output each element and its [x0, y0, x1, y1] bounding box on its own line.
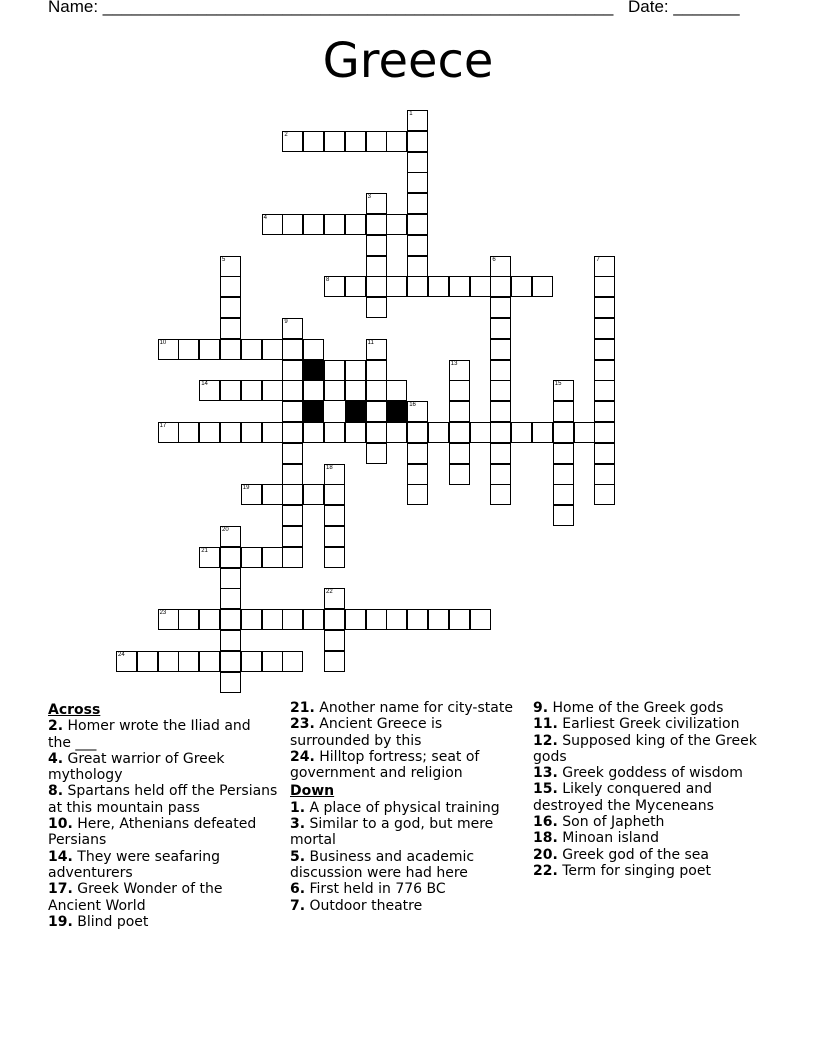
- grid-cell[interactable]: [449, 609, 470, 630]
- clue-text: Another name for city-state: [314, 700, 513, 716]
- grid-cell[interactable]: [324, 526, 345, 547]
- grid-cell[interactable]: [303, 422, 324, 443]
- grid-cell[interactable]: [490, 380, 511, 401]
- grid-cell[interactable]: [220, 318, 241, 339]
- clue-text: Term for singing poet: [557, 862, 711, 879]
- clue-number: 9.: [533, 700, 549, 716]
- grid-cell[interactable]: [345, 380, 366, 401]
- clue-number: 10.: [48, 816, 73, 833]
- clue-text: First held in 776 BC: [305, 881, 446, 898]
- clue-item: [48, 816, 278, 849]
- grid-cell[interactable]: [324, 630, 345, 651]
- grid-cell[interactable]: [220, 672, 241, 693]
- grid-cell[interactable]: [407, 214, 428, 235]
- grid-cell[interactable]: [345, 276, 366, 297]
- grid-cell[interactable]: [282, 526, 303, 547]
- grid-cell[interactable]: [386, 422, 407, 443]
- grid-cell[interactable]: [407, 464, 428, 485]
- clue-text: Supposed king of the Greek gods: [533, 732, 757, 765]
- clue-text: Blind poet: [72, 913, 149, 930]
- clue-number-label: 12: [305, 360, 312, 367]
- grid-cell[interactable]: [324, 609, 345, 630]
- clue-number: 2.: [48, 718, 64, 735]
- grid-cell[interactable]: [324, 505, 345, 526]
- clue-text: They were seafaring adventurers: [48, 848, 221, 881]
- grid-cell[interactable]: [428, 422, 449, 443]
- grid-cell[interactable]: [220, 297, 241, 318]
- grid-cell[interactable]: [324, 360, 345, 381]
- grid-cell[interactable]: [241, 422, 262, 443]
- clue-item: [533, 733, 773, 766]
- clue-number-label: 24: [118, 651, 125, 658]
- grid-cell[interactable]: [282, 401, 303, 422]
- clues-column-2: [290, 700, 525, 914]
- clue-number: 16.: [533, 814, 558, 831]
- clue-number-label: 13: [450, 360, 458, 367]
- clue-number-label: 14: [201, 381, 208, 388]
- across-heading: Across: [48, 702, 101, 718]
- grid-cell[interactable]: [366, 256, 387, 277]
- grid-cell[interactable]: [386, 131, 407, 152]
- grid-cell[interactable]: [407, 443, 428, 464]
- grid-cell[interactable]: [303, 380, 324, 401]
- grid-cell[interactable]: [594, 464, 615, 485]
- clue-number-label: 4: [263, 215, 267, 221]
- clue-text: Greek Wonder of the Ancient World: [48, 881, 223, 914]
- grid-cell[interactable]: [220, 568, 241, 589]
- grid-cell[interactable]: [178, 422, 199, 443]
- grid-cell[interactable]: [345, 214, 366, 235]
- clue-number: 22.: [533, 862, 558, 879]
- grid-cell[interactable]: [366, 609, 387, 630]
- grid-cell[interactable]: [449, 422, 470, 443]
- clue-text: Outdoor theatre: [305, 897, 423, 914]
- grid-cell[interactable]: [345, 609, 366, 630]
- grid-cell[interactable]: [303, 131, 324, 152]
- grid-cell[interactable]: [303, 609, 324, 630]
- clue-number-label: 9: [284, 319, 288, 325]
- grid-cell[interactable]: [449, 380, 470, 401]
- grid-cell[interactable]: [262, 651, 283, 672]
- grid-cell[interactable]: [199, 422, 220, 443]
- grid-cell[interactable]: [407, 401, 428, 422]
- clue-item: [48, 849, 278, 882]
- clue-number-label: 11: [367, 339, 374, 346]
- clue-number-label: 20: [222, 527, 229, 533]
- grid-cell[interactable]: [282, 651, 303, 672]
- clue-number-label: 18: [326, 464, 333, 471]
- clue-item: [290, 898, 525, 914]
- grid-cell[interactable]: [470, 609, 491, 630]
- grid-cell[interactable]: [366, 214, 387, 235]
- clue-number: 18.: [533, 830, 558, 847]
- grid-cell[interactable]: [407, 256, 428, 277]
- grid-cell[interactable]: [345, 131, 366, 152]
- clue-number-label: 5: [222, 256, 226, 263]
- grid-block: [345, 401, 366, 422]
- grid-cell[interactable]: [137, 651, 158, 672]
- clue-text: A place of physical training: [305, 799, 500, 816]
- clue-item: [48, 783, 278, 816]
- clue-number-label: 2: [284, 131, 288, 138]
- clue-number-label: 19: [242, 485, 250, 492]
- grid-cell[interactable]: [158, 422, 179, 443]
- clue-text: Homer wrote the Iliad and the ___: [48, 718, 251, 751]
- grid-cell[interactable]: [366, 297, 387, 318]
- grid-cell[interactable]: [490, 360, 511, 381]
- grid-cell[interactable]: [324, 547, 345, 568]
- grid-cell[interactable]: [282, 360, 303, 381]
- grid-cell[interactable]: [241, 484, 262, 505]
- grid-cell[interactable]: [366, 235, 387, 256]
- clue-number: 20.: [533, 846, 558, 863]
- clue-number-label: 7: [596, 256, 600, 263]
- clue-item: [48, 751, 278, 784]
- clue-item: [290, 800, 525, 816]
- grid-block: [386, 401, 407, 422]
- grid-cell[interactable]: [324, 651, 345, 672]
- clue-item: [290, 816, 525, 849]
- clue-text: Greek goddess of wisdom: [557, 765, 743, 782]
- clue-text: Here, Athenians defeated Persians: [48, 816, 257, 849]
- clues-column-3: [533, 700, 773, 879]
- grid-cell[interactable]: [303, 484, 324, 505]
- grid-cell[interactable]: [407, 110, 428, 131]
- grid-cell[interactable]: [158, 651, 179, 672]
- grid-cell[interactable]: [553, 484, 574, 505]
- grid-cell[interactable]: [303, 339, 324, 360]
- grid-cell[interactable]: [178, 339, 199, 360]
- grid-cell[interactable]: [490, 297, 511, 318]
- grid-cell[interactable]: [407, 609, 428, 630]
- grid-cell[interactable]: [386, 380, 407, 401]
- grid-cell[interactable]: [490, 318, 511, 339]
- grid-cell[interactable]: [324, 422, 345, 443]
- clue-text: Earliest Greek civilization: [557, 716, 740, 733]
- grid-cell[interactable]: [220, 547, 241, 568]
- grid-cell[interactable]: [241, 547, 262, 568]
- grid-block: [303, 401, 324, 422]
- clue-number-label: 3: [367, 194, 371, 201]
- grid-cell[interactable]: [116, 651, 137, 672]
- clue-number: 5.: [290, 848, 306, 865]
- clue-text: Ancient Greece is surrounded by this: [290, 716, 443, 749]
- grid-cell[interactable]: [220, 339, 241, 360]
- grid-cell[interactable]: [262, 214, 283, 235]
- grid-cell[interactable]: [324, 131, 345, 152]
- grid-cell[interactable]: [553, 464, 574, 485]
- clue-item: [48, 914, 278, 930]
- grid-cell[interactable]: [594, 297, 615, 318]
- clue-text: Son of Japheth: [557, 814, 665, 831]
- clue-text: Minoan island: [557, 830, 659, 847]
- clue-number-label: 23: [159, 610, 167, 617]
- grid-cell[interactable]: [449, 443, 470, 464]
- clue-item: [290, 716, 525, 749]
- grid-cell[interactable]: [594, 380, 615, 401]
- grid-cell[interactable]: [282, 609, 303, 630]
- grid-cell[interactable]: [594, 276, 615, 297]
- grid-cell[interactable]: [449, 276, 470, 297]
- grid-cell[interactable]: [407, 152, 428, 173]
- grid-cell[interactable]: [407, 484, 428, 505]
- grid-cell[interactable]: [241, 609, 262, 630]
- grid-cell[interactable]: [366, 443, 387, 464]
- grid-cell[interactable]: [511, 422, 532, 443]
- grid-cell[interactable]: [490, 276, 511, 297]
- clue-text: Greek god of the sea: [557, 846, 709, 863]
- grid-cell[interactable]: [470, 422, 491, 443]
- clue-item: [533, 765, 773, 781]
- grid-cell[interactable]: [366, 276, 387, 297]
- grid-cell[interactable]: [553, 422, 574, 443]
- down-heading: Down: [290, 783, 335, 800]
- grid-cell[interactable]: [470, 276, 491, 297]
- grid-cell[interactable]: [262, 422, 283, 443]
- grid-cell[interactable]: [594, 318, 615, 339]
- grid-cell[interactable]: [511, 276, 532, 297]
- grid-cell[interactable]: [282, 214, 303, 235]
- grid-cell[interactable]: [199, 339, 220, 360]
- grid-cell[interactable]: [220, 422, 241, 443]
- grid-cell[interactable]: [199, 609, 220, 630]
- grid-cell[interactable]: [158, 609, 179, 630]
- clue-text: Great warrior of Greek mythology: [48, 750, 225, 784]
- grid-cell[interactable]: [262, 547, 283, 568]
- grid-cell[interactable]: [490, 256, 511, 277]
- grid-cell[interactable]: [282, 547, 303, 568]
- grid-cell[interactable]: [490, 443, 511, 464]
- grid-cell[interactable]: [282, 339, 303, 360]
- grid-cell[interactable]: [282, 318, 303, 339]
- grid-cell[interactable]: [366, 360, 387, 381]
- grid-cell[interactable]: [282, 464, 303, 485]
- grid-cell[interactable]: [178, 651, 199, 672]
- grid-cell[interactable]: [449, 464, 470, 485]
- clue-number: 11.: [533, 716, 558, 733]
- grid-cell[interactable]: [366, 380, 387, 401]
- grid-cell[interactable]: [594, 443, 615, 464]
- grid-cell[interactable]: [407, 276, 428, 297]
- grid-cell[interactable]: [594, 339, 615, 360]
- clue-number-label: 21: [201, 547, 208, 554]
- name-line[interactable]: Name: ______________________________________________________: [48, 0, 614, 16]
- grid-cell[interactable]: [282, 484, 303, 505]
- clue-number: 21.: [290, 700, 315, 716]
- clue-number: 8.: [48, 783, 64, 800]
- grid-cell[interactable]: [490, 464, 511, 485]
- grid-cell[interactable]: [594, 360, 615, 381]
- clue-item: [533, 847, 773, 863]
- clue-text: Hilltop fortress; seat of government and religion: [290, 748, 480, 782]
- grid-cell[interactable]: [220, 380, 241, 401]
- grid-cell[interactable]: [282, 422, 303, 443]
- clue-item: [290, 749, 525, 782]
- grid-cell[interactable]: [158, 339, 179, 360]
- grid-cell[interactable]: [324, 484, 345, 505]
- clue-item: [533, 830, 773, 846]
- clue-number: 24.: [290, 748, 315, 765]
- clue-number: 19.: [48, 913, 73, 930]
- grid-cell[interactable]: [324, 588, 345, 609]
- clue-text: Similar to a god, but mere mortal: [290, 816, 494, 849]
- grid-cell[interactable]: [407, 172, 428, 193]
- clue-number: 6.: [290, 881, 306, 898]
- grid-cell[interactable]: [345, 360, 366, 381]
- clue-number: 7.: [290, 897, 306, 914]
- clue-text: Spartans held off the Persians at this mountain pass: [48, 783, 278, 816]
- grid-cell[interactable]: [199, 547, 220, 568]
- grid-cell[interactable]: [594, 401, 615, 422]
- clue-item: [533, 716, 773, 732]
- grid-cell[interactable]: [386, 214, 407, 235]
- grid-cell[interactable]: [386, 609, 407, 630]
- clue-item: [533, 863, 773, 879]
- grid-cell[interactable]: [386, 276, 407, 297]
- grid-cell[interactable]: [220, 630, 241, 651]
- grid-cell[interactable]: [532, 422, 553, 443]
- clue-item: [533, 700, 773, 716]
- clue-number-label: 6: [492, 256, 496, 263]
- grid-cell[interactable]: [282, 505, 303, 526]
- grid-cell[interactable]: [220, 256, 241, 277]
- grid-cell[interactable]: [324, 464, 345, 485]
- grid-cell[interactable]: [366, 131, 387, 152]
- grid-cell[interactable]: [324, 214, 345, 235]
- grid-cell[interactable]: [262, 609, 283, 630]
- clue-item: [290, 881, 525, 897]
- grid-cell[interactable]: [220, 609, 241, 630]
- grid-cell[interactable]: [553, 443, 574, 464]
- clue-item: [48, 881, 278, 914]
- clue-number: 15.: [533, 781, 558, 798]
- clue-number: 12.: [533, 732, 558, 749]
- grid-cell[interactable]: [407, 193, 428, 214]
- grid-cell[interactable]: [220, 588, 241, 609]
- grid-cell[interactable]: [241, 380, 262, 401]
- grid-cell[interactable]: [220, 276, 241, 297]
- grid-cell[interactable]: [553, 505, 574, 526]
- grid-cell[interactable]: [262, 380, 283, 401]
- grid-cell[interactable]: [366, 339, 387, 360]
- grid-cell[interactable]: [282, 443, 303, 464]
- grid-cell[interactable]: [241, 651, 262, 672]
- clue-number: 3.: [290, 816, 306, 833]
- clue-number: 13.: [533, 765, 558, 782]
- grid-cell[interactable]: [490, 339, 511, 360]
- clue-item: [533, 781, 773, 814]
- clue-item: [48, 718, 278, 751]
- grid-cell[interactable]: [490, 401, 511, 422]
- clue-number: 23.: [290, 716, 315, 733]
- grid-block: [303, 360, 324, 381]
- grid-cell[interactable]: [449, 401, 470, 422]
- grid-cell[interactable]: [199, 651, 220, 672]
- grid-cell[interactable]: [262, 484, 283, 505]
- grid-cell[interactable]: [428, 609, 449, 630]
- clue-number-label: 10: [159, 339, 167, 346]
- clue-number-label: 15: [554, 381, 562, 388]
- grid-cell[interactable]: [407, 422, 428, 443]
- clues-column-1: [48, 700, 278, 930]
- clue-number: 1.: [290, 799, 306, 816]
- clue-item: [290, 700, 525, 716]
- clue-number: 17.: [48, 881, 73, 898]
- grid-cell[interactable]: [490, 484, 511, 505]
- clue-item: [533, 814, 773, 830]
- grid-cell[interactable]: [324, 276, 345, 297]
- grid-cell[interactable]: [553, 401, 574, 422]
- date-line[interactable]: Date: _______: [628, 0, 740, 16]
- grid-cell[interactable]: [490, 422, 511, 443]
- grid-cell[interactable]: [366, 401, 387, 422]
- clue-number-label: 1: [409, 111, 413, 117]
- grid-cell[interactable]: [574, 422, 595, 443]
- clue-text: Home of the Greek gods: [548, 700, 724, 716]
- clue-number-label: 22: [326, 589, 333, 596]
- grid-cell[interactable]: [594, 256, 615, 277]
- grid-cell[interactable]: [178, 609, 199, 630]
- grid-cell[interactable]: [220, 526, 241, 547]
- grid-cell[interactable]: [282, 380, 303, 401]
- grid-cell[interactable]: [303, 214, 324, 235]
- clue-number-label: 16: [409, 402, 416, 409]
- clue-text: Business and academic discussion were had here: [290, 848, 475, 881]
- grid-cell[interactable]: [282, 131, 303, 152]
- clue-item: [290, 849, 525, 882]
- clue-text: Likely conquered and destroyed the Myceneans: [533, 781, 714, 814]
- grid-cell[interactable]: [220, 651, 241, 672]
- grid-cell[interactable]: [345, 422, 366, 443]
- clue-number: 14.: [48, 848, 73, 865]
- grid-cell[interactable]: [407, 235, 428, 256]
- clue-number-label: 8: [326, 277, 330, 284]
- grid-cell[interactable]: [449, 360, 470, 381]
- grid-cell[interactable]: [324, 380, 345, 401]
- grid-cell[interactable]: [428, 276, 449, 297]
- grid-cell[interactable]: [262, 339, 283, 360]
- clue-number-label: 17: [159, 423, 167, 429]
- grid-cell[interactable]: [594, 422, 615, 443]
- grid-cell[interactable]: [241, 339, 262, 360]
- grid-cell[interactable]: [553, 380, 574, 401]
- clue-number: 4.: [48, 750, 64, 767]
- grid-cell[interactable]: [594, 484, 615, 505]
- page-title: Greece: [322, 33, 494, 89]
- grid-cell[interactable]: [366, 422, 387, 443]
- grid-cell[interactable]: [532, 276, 553, 297]
- grid-cell[interactable]: [407, 131, 428, 152]
- grid-cell[interactable]: [366, 193, 387, 214]
- grid-cell[interactable]: [199, 380, 220, 401]
